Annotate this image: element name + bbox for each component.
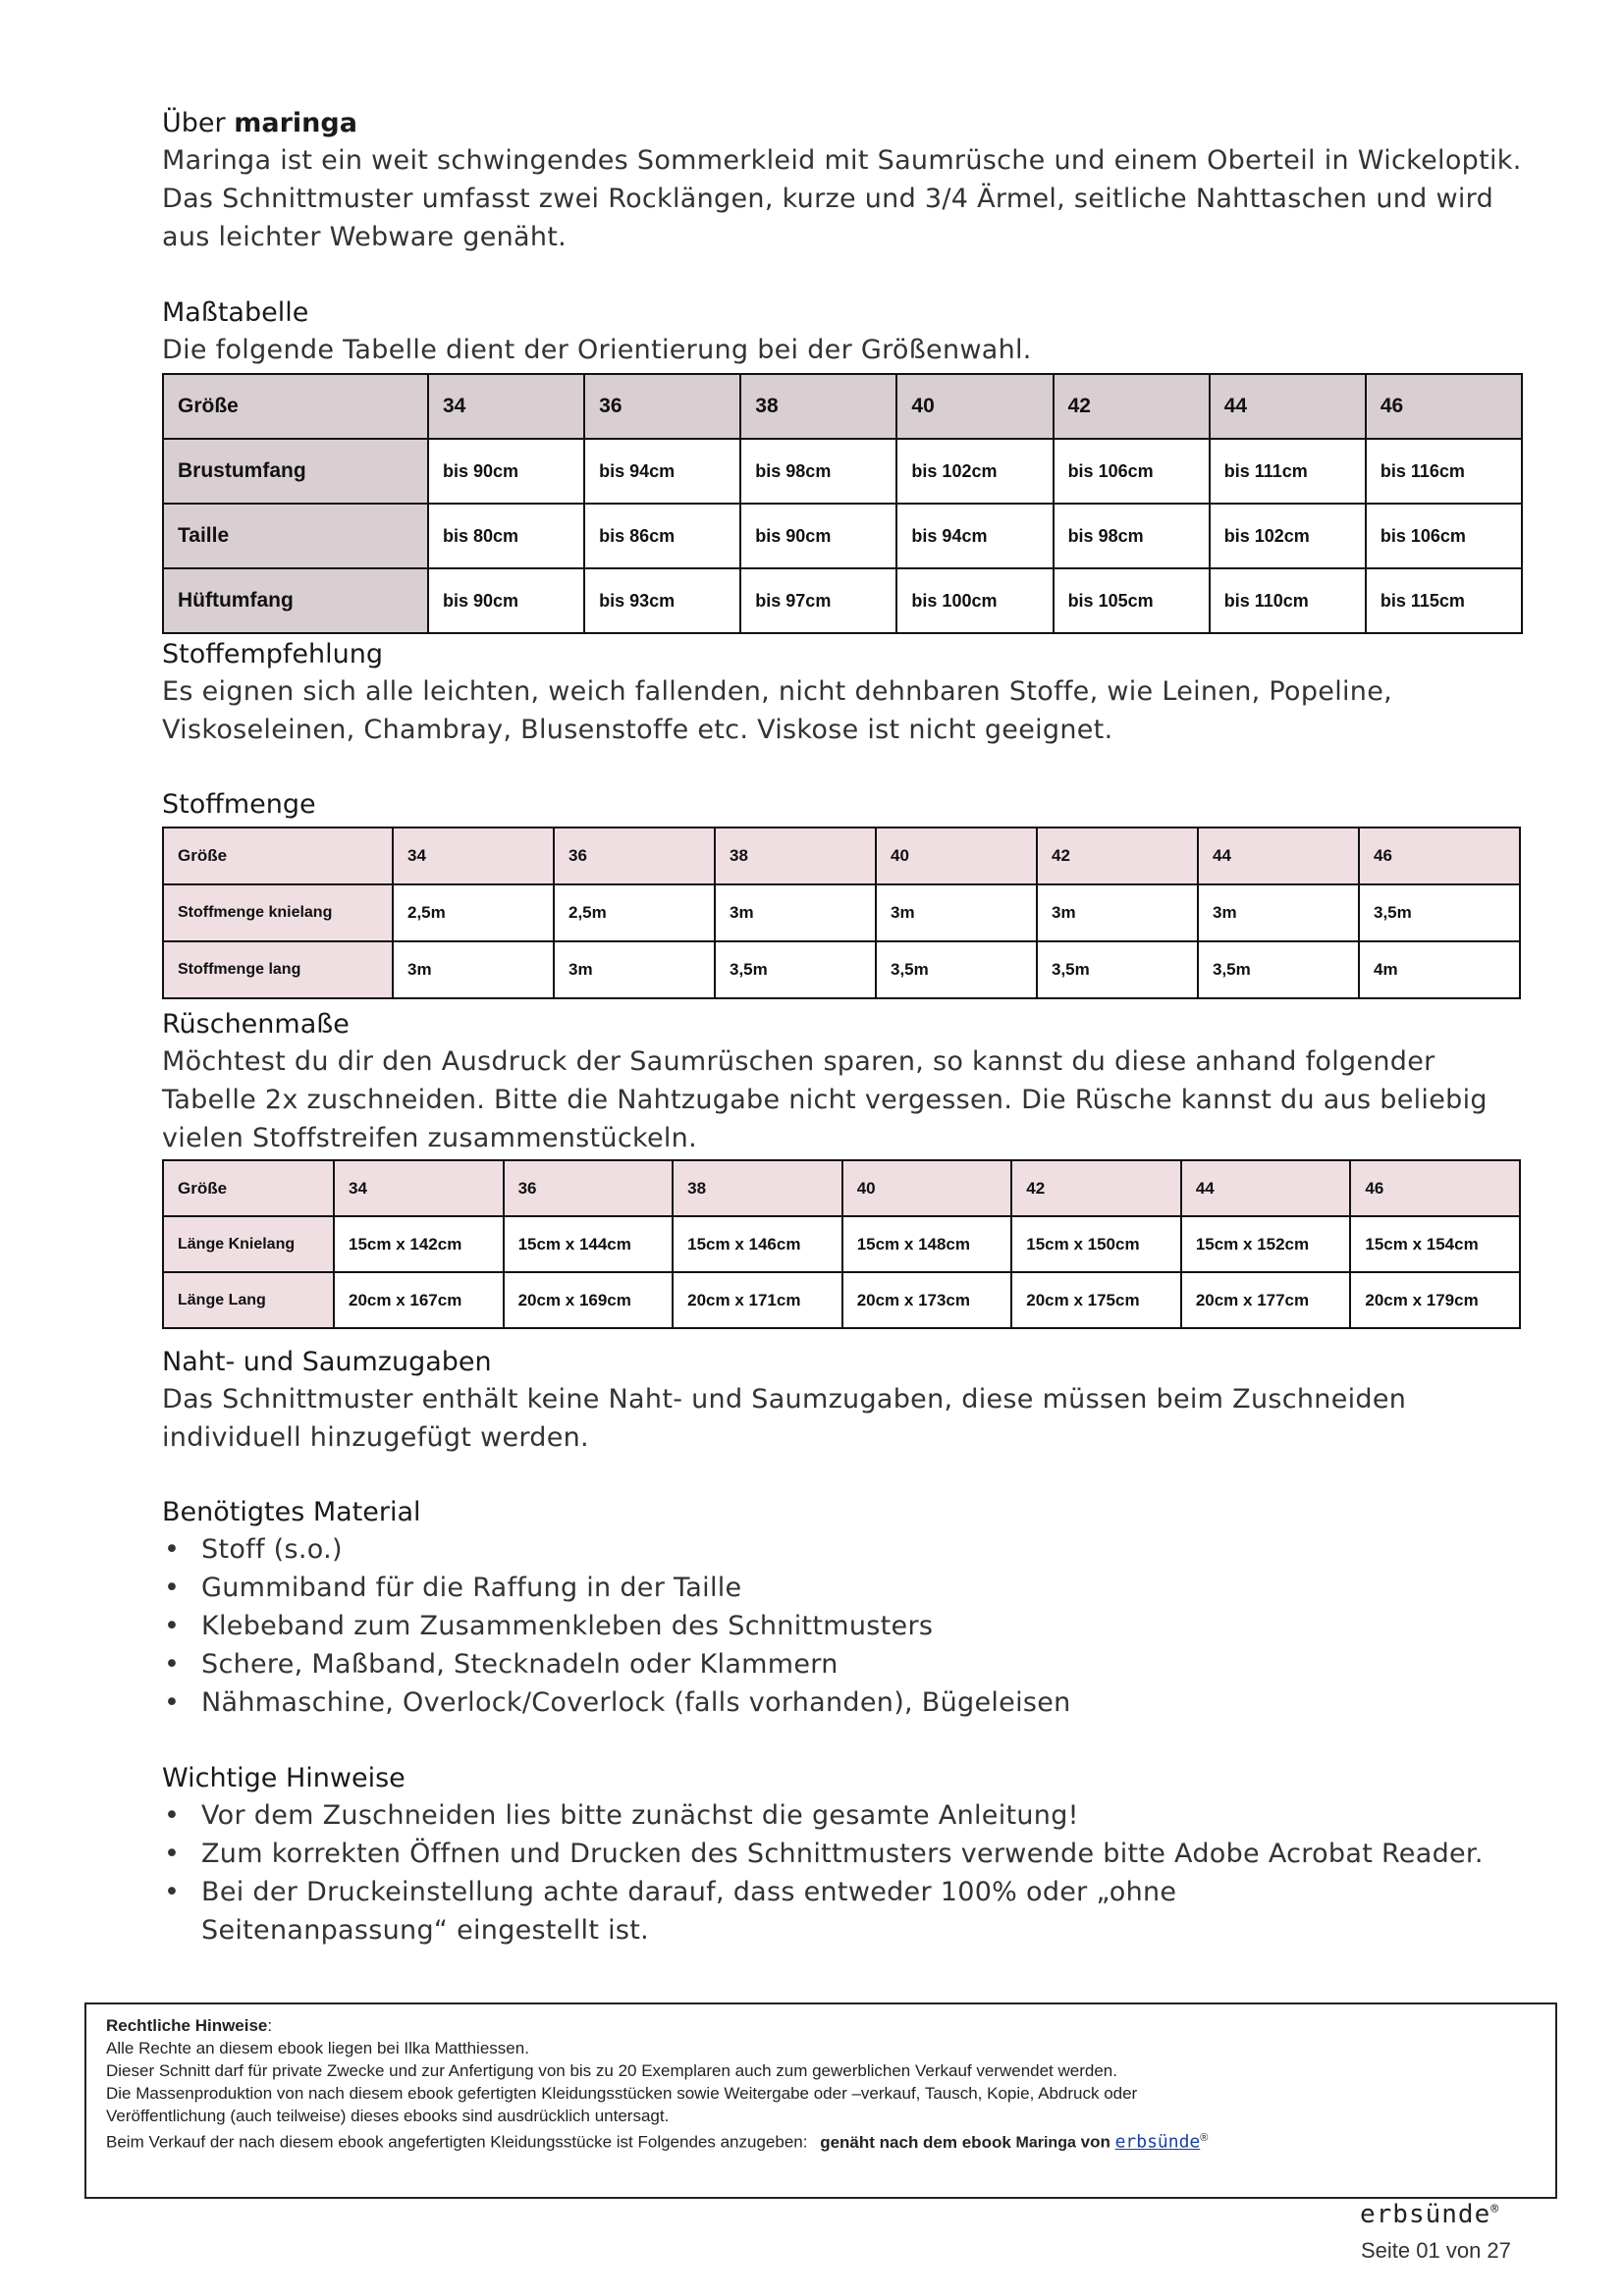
header-cell: 40 (842, 1160, 1012, 1216)
intro-heading-strong: maringa (234, 108, 357, 138)
table-row (163, 941, 1520, 998)
table-row (163, 504, 1522, 568)
header-cell: 44 (1210, 374, 1366, 439)
table-cell: 15cm x 154cm (1350, 1216, 1520, 1272)
table-cell: 20cm x 175cm (1011, 1272, 1181, 1328)
table-cell: 3,5m (1198, 941, 1359, 998)
material-section (162, 1495, 1537, 1722)
header-cell: 38 (673, 1160, 842, 1216)
table-cell: 2,5m (554, 884, 715, 941)
header-cell: 40 (876, 828, 1037, 884)
table-cell: bis 116cm (1366, 439, 1522, 504)
header-cell: Größe (163, 828, 393, 884)
list-item: • Zum korrekten Öffnen und Drucken des Schnittmusters verwende bitte Adobe Acrobat Reader. (162, 1835, 1556, 1873)
legal-line: Beim Verkauf der nach diesem ebook angefertigten Kleidungsstücke ist Folgendes anzugeben: genäht nach dem ebook Maringa von erbsünde® (106, 2131, 1209, 2153)
intro-section (162, 106, 1537, 256)
masstabelle-intro: Die folgende Tabelle dient der Orientierung bei der Größenwahl. (162, 335, 1032, 365)
legal-line: Alle Rechte an diesem ebook liegen bei Ilka Matthiessen. (106, 2039, 529, 2057)
masstabelle-heading: Maßtabelle (162, 297, 309, 328)
table-cell: bis 106cm (1054, 439, 1210, 504)
list-item: • Gummiband für die Raffung in der Taille (162, 1569, 1537, 1607)
rueschen-text: Möchtest du dir den Ausdruck der Saumrüschen sparen, so kannst du diese anhand folgender Tabelle 2x zuschneiden. Bitte die Nahtzugabe nicht vergessen. Die Rüsche kannst du aus beliebig vielen Stoffstreifen zusammenstückeln. (162, 1046, 1488, 1153)
table-row (163, 439, 1522, 504)
stoffmenge-header-row (163, 828, 1520, 884)
header-cell: 36 (504, 1160, 674, 1216)
table-cell: 20cm x 167cm (334, 1272, 504, 1328)
list-item: • Bei der Druckeinstellung achte darauf, dass entweder 100% oder „ohne Seitenanpassung“ eingestellt ist. (162, 1873, 1183, 1949)
table-cell: bis 102cm (1210, 504, 1366, 568)
table-cell: 3,5m (876, 941, 1037, 998)
header-cell: 34 (334, 1160, 504, 1216)
row-label: Stoffmenge lang (163, 941, 393, 998)
header-cell: 42 (1011, 1160, 1181, 1216)
table-cell: bis 105cm (1054, 568, 1210, 633)
stoffmenge-heading: Stoffmenge (162, 789, 316, 820)
list-item: • Schere, Maßband, Stecknadeln oder Klammern (162, 1645, 1537, 1683)
header-cell: 36 (554, 828, 715, 884)
legal-title: Rechtliche Hinweise: (106, 2016, 273, 2035)
hinweise-heading: Wichtige Hinweise (162, 1763, 406, 1793)
credit-product: Maringa (1015, 2134, 1076, 2152)
table-cell: bis 90cm (740, 504, 896, 568)
table-cell: bis 115cm (1366, 568, 1522, 633)
table-cell: bis 98cm (740, 439, 896, 504)
table-cell: 20cm x 171cm (673, 1272, 842, 1328)
registered-mark: ® (1490, 2202, 1500, 2217)
stoffempfehlung-text: Es eignen sich alle leichten, weich fallenden, nicht dehnbaren Stoffe, wie Leinen, Popeline, Viskoseleinen, Chambray, Blusenstoffe etc. Viskose ist nicht geeignet. (162, 676, 1393, 745)
rueschen-heading: Rüschenmaße (162, 1009, 350, 1040)
table-cell: 15cm x 148cm (842, 1216, 1012, 1272)
naht-heading: Naht- und Saumzugaben (162, 1347, 492, 1377)
material-list (162, 1530, 1537, 1722)
table-cell: bis 98cm (1054, 504, 1210, 568)
header-cell: 44 (1181, 1160, 1351, 1216)
intro-heading: Über maringa (162, 108, 357, 138)
list-item: • Stoff (s.o.) (162, 1530, 1537, 1569)
masstabelle-table (162, 373, 1523, 634)
legal-line: Dieser Schnitt darf für private Zwecke und zur Anfertigung von bis zu 20 Exemplaren auch zum gewerblichen Verkauf verwendet werden. (106, 2061, 1117, 2080)
table-cell: 3m (876, 884, 1037, 941)
legal-line: Die Massenproduktion von nach diesem ebook gefertigten Kleidungsstücken sowie Weitergabe oder –verkauf, Tausch, Kopie, Abdruck oder (106, 2084, 1138, 2103)
table-row (163, 884, 1520, 941)
credit-text: genäht nach dem ebook (820, 2132, 1011, 2152)
table-row (163, 1216, 1520, 1272)
table-cell: 3,5m (715, 941, 876, 998)
header-cell: 40 (896, 374, 1053, 439)
row-label: Hüftumfang (163, 568, 428, 633)
table-cell: 3m (554, 941, 715, 998)
header-cell: 38 (740, 374, 896, 439)
stoffempfehlung-heading: Stoffempfehlung (162, 639, 383, 669)
stoffmenge-table (162, 827, 1521, 999)
naht-section (162, 1345, 1537, 1457)
table-cell: 20cm x 173cm (842, 1272, 1012, 1328)
naht-text: Das Schnittmuster enthält keine Naht- und Saumzugaben, diese müssen beim Zuschneiden individuell hinzugefügt werden. (162, 1384, 1407, 1453)
header-cell: 44 (1198, 828, 1359, 884)
header-cell: 46 (1350, 1160, 1520, 1216)
credit-von: von (1080, 2132, 1110, 2152)
table-cell: bis 90cm (428, 568, 584, 633)
row-label: Stoffmenge knielang (163, 884, 393, 941)
table-cell: 3,5m (1037, 941, 1198, 998)
table-cell: 2,5m (393, 884, 554, 941)
table-cell: bis 111cm (1210, 439, 1366, 504)
stoffempfehlung-section (162, 637, 1537, 749)
header-cell: 42 (1037, 828, 1198, 884)
table-cell: bis 110cm (1210, 568, 1366, 633)
header-cell: 36 (584, 374, 740, 439)
brand-link[interactable]: erbsünde (1114, 2131, 1201, 2153)
table-cell: 15cm x 144cm (504, 1216, 674, 1272)
registered-mark: ® (1200, 2132, 1209, 2144)
brand-logo: erbsünde® (1360, 2200, 1500, 2229)
table-cell: 3m (1037, 884, 1198, 941)
row-label: Länge Lang (163, 1272, 334, 1328)
masstabelle-section (162, 295, 1537, 369)
row-label: Länge Knielang (163, 1216, 334, 1272)
masstabelle-header-row (163, 374, 1522, 439)
table-cell: 15cm x 146cm (673, 1216, 842, 1272)
header-cell: 46 (1359, 828, 1520, 884)
table-cell: 3m (393, 941, 554, 998)
hinweise-section (162, 1761, 1537, 1949)
table-cell: bis 93cm (584, 568, 740, 633)
table-cell: bis 106cm (1366, 504, 1522, 568)
header-cell: 46 (1366, 374, 1522, 439)
table-cell: bis 102cm (896, 439, 1053, 504)
table-cell: 3,5m (1359, 884, 1520, 941)
header-cell: Größe (163, 374, 428, 439)
table-cell: 3m (1198, 884, 1359, 941)
table-cell: bis 97cm (740, 568, 896, 633)
table-cell: bis 80cm (428, 504, 584, 568)
list-item: • Nähmaschine, Overlock/Coverlock (falls vorhanden), Bügeleisen (162, 1683, 1537, 1722)
rueschen-section (162, 1007, 1537, 1157)
table-cell: 4m (1359, 941, 1520, 998)
list-item: • Klebeband zum Zusammenkleben des Schnittmusters (162, 1607, 1537, 1645)
row-label: Brustumfang (163, 439, 428, 504)
header-cell: 42 (1054, 374, 1210, 439)
legal-line: Veröffentlichung (auch teilweise) dieses ebooks sind ausdrücklich untersagt. (106, 2107, 670, 2125)
header-cell: 34 (428, 374, 584, 439)
table-cell: bis 86cm (584, 504, 740, 568)
table-cell: 20cm x 169cm (504, 1272, 674, 1328)
stoffmenge-section (162, 787, 1537, 823)
page-number: Seite 01 von 27 (1361, 2238, 1511, 2263)
header-cell: 34 (393, 828, 554, 884)
material-heading: Benötigtes Material (162, 1497, 421, 1527)
table-row (163, 1272, 1520, 1328)
table-cell: 15cm x 150cm (1011, 1216, 1181, 1272)
table-cell: 20cm x 179cm (1350, 1272, 1520, 1328)
list-item: • Vor dem Zuschneiden lies bitte zunächst die gesamte Anleitung! (162, 1796, 1556, 1835)
row-label: Taille (163, 504, 428, 568)
intro-text: Maringa ist ein weit schwingendes Sommerkleid mit Saumrüsche und einem Oberteil in Wickeloptik. Das Schnittmuster umfasst zwei Rocklängen, kurze und 3/4 Ärmel, seitliche Nahttaschen und wird aus leichter Webware genäht. (162, 145, 1522, 252)
table-cell: bis 100cm (896, 568, 1053, 633)
table-cell: bis 94cm (896, 504, 1053, 568)
table-cell: 3m (715, 884, 876, 941)
header-cell: Größe (163, 1160, 334, 1216)
hinweise-list (162, 1796, 1556, 1949)
rueschen-header-row (163, 1160, 1520, 1216)
header-cell: 38 (715, 828, 876, 884)
table-cell: 15cm x 142cm (334, 1216, 504, 1272)
table-cell: bis 90cm (428, 439, 584, 504)
table-cell: 20cm x 177cm (1181, 1272, 1351, 1328)
legal-notice-box (84, 2002, 1557, 2199)
rueschen-table (162, 1159, 1521, 1329)
table-row (163, 568, 1522, 633)
table-cell: 15cm x 152cm (1181, 1216, 1351, 1272)
table-cell: bis 94cm (584, 439, 740, 504)
